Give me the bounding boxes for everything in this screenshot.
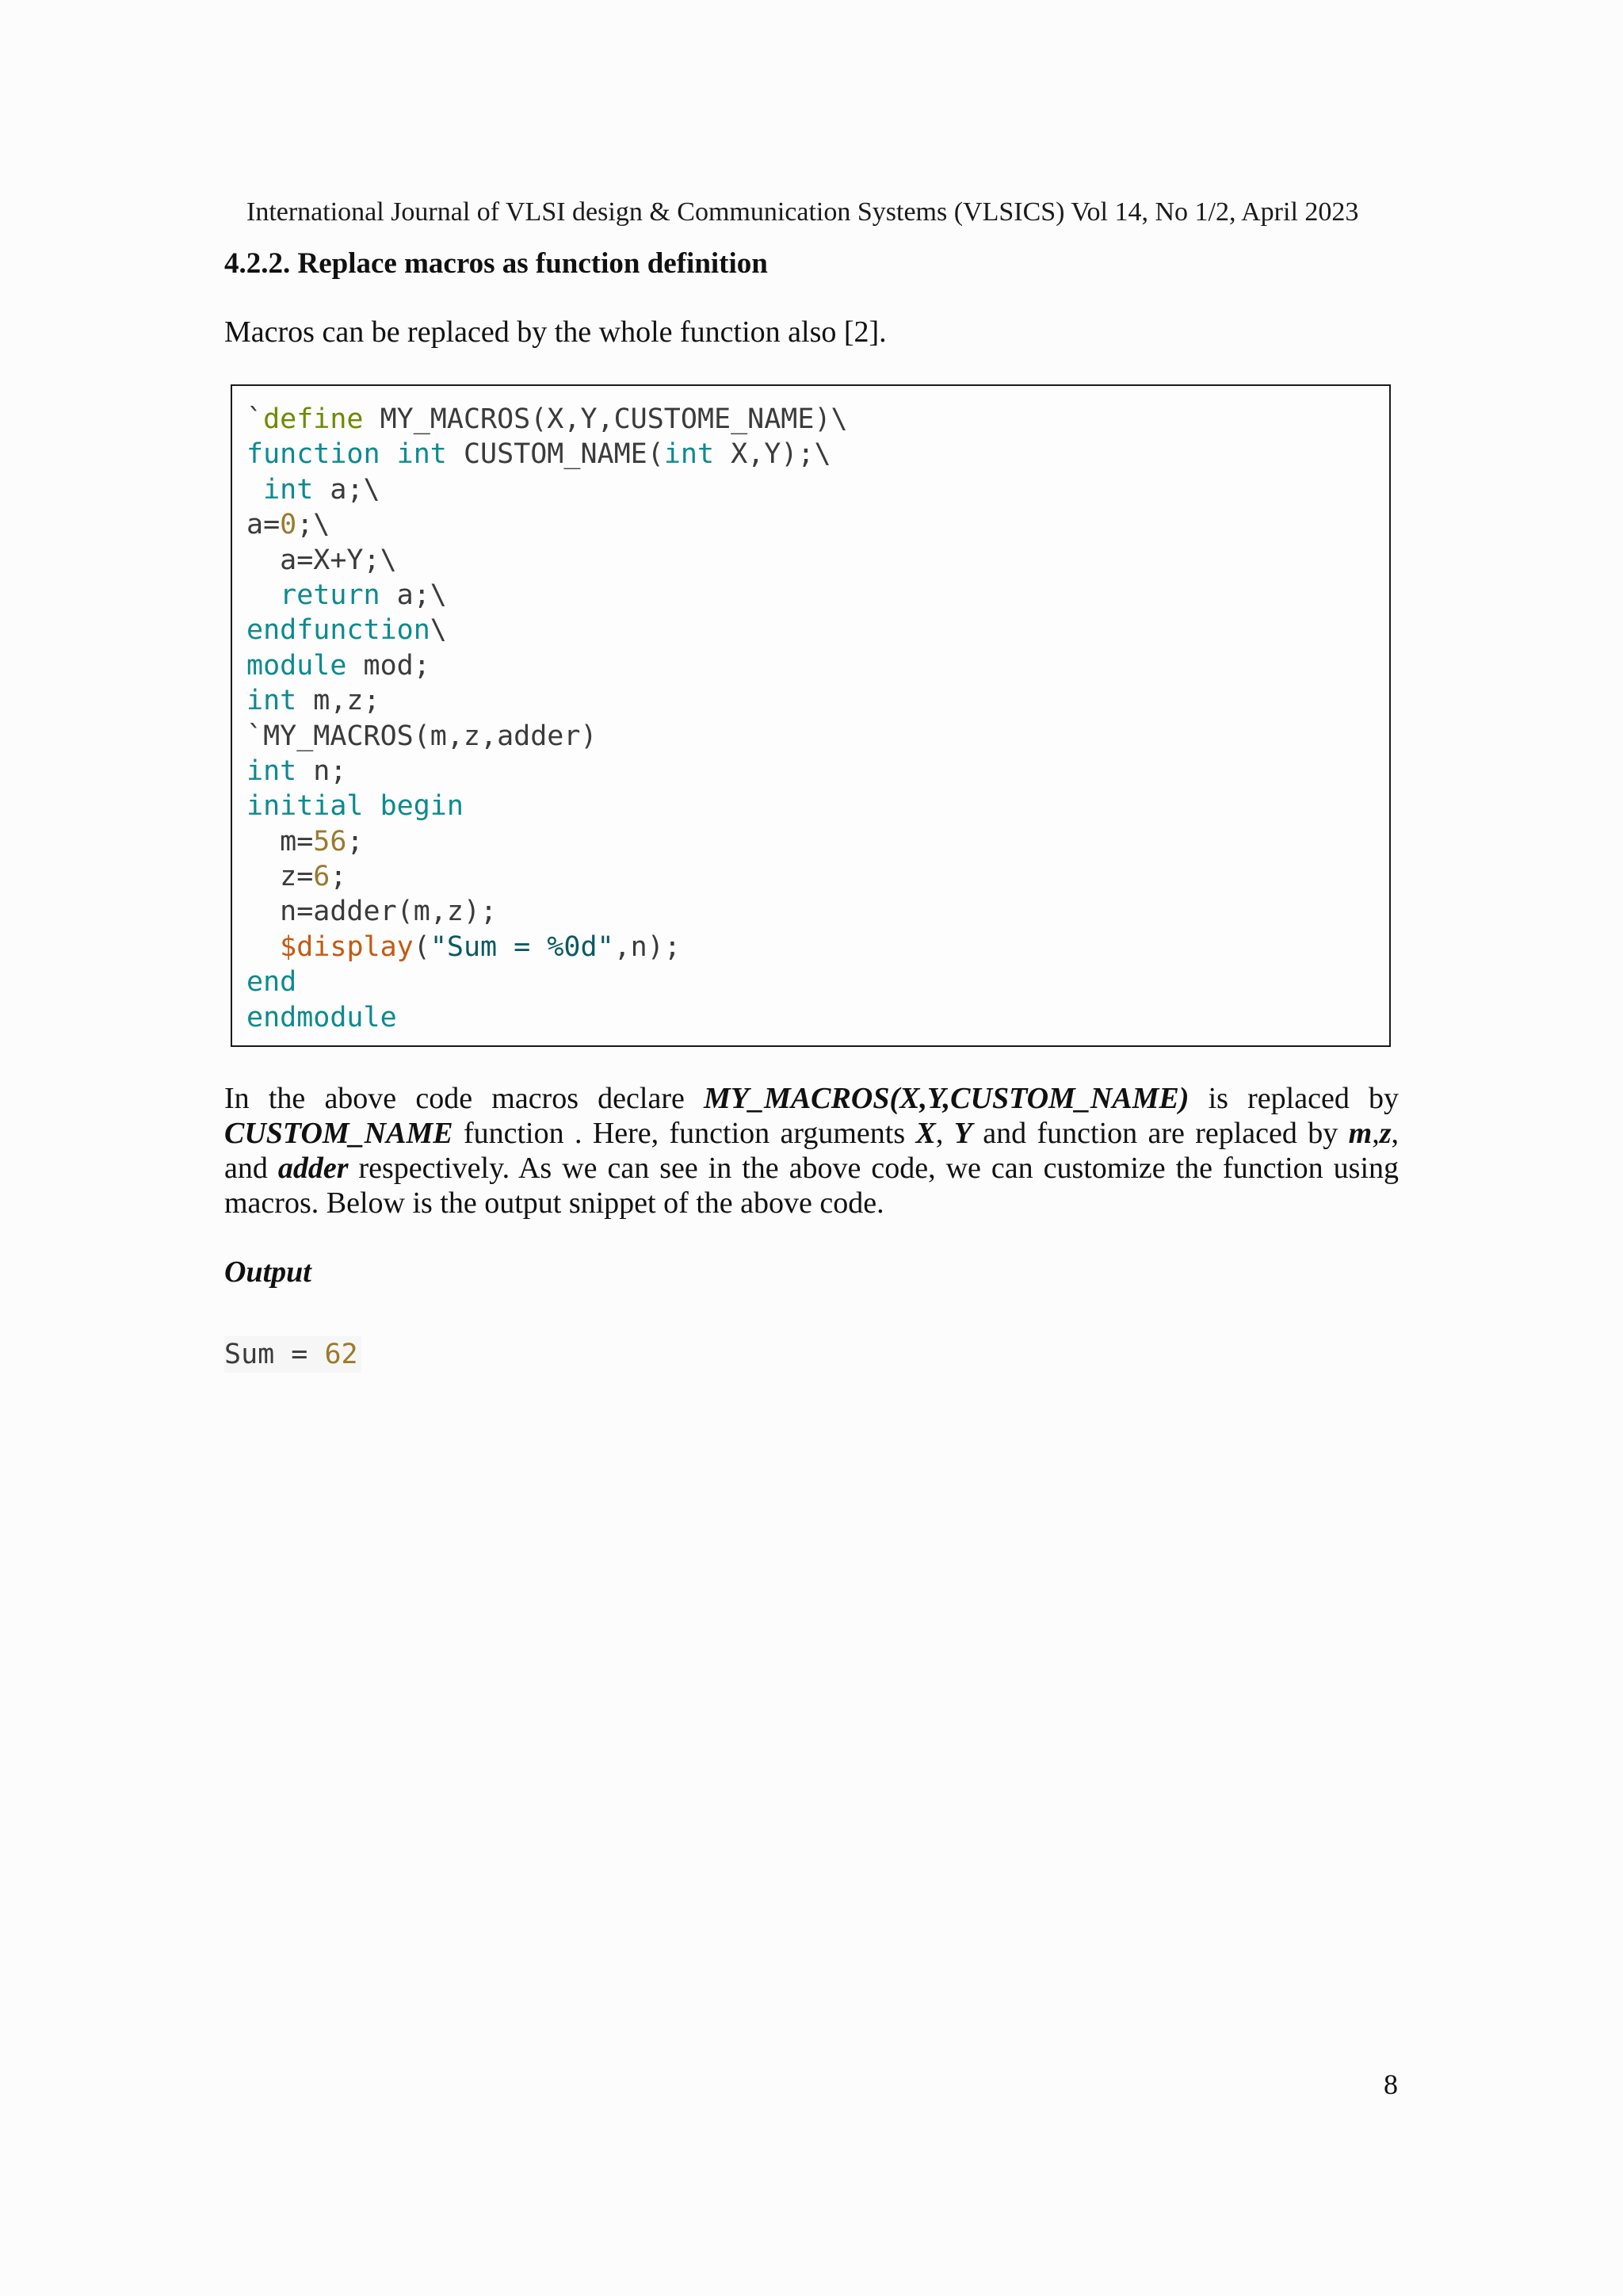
intro-paragraph: Macros can be replaced by the whole function also [2].: [224, 315, 887, 349]
code-token: [246, 579, 280, 611]
code-token: begin: [380, 790, 464, 823]
code-token: return: [280, 579, 380, 611]
code-token: int: [663, 438, 715, 471]
code-token: "Sum = %0d": [430, 930, 614, 963]
code-line: [246, 754, 1389, 789]
code-token: function: [246, 438, 380, 471]
output-snippet: [224, 1336, 361, 1373]
code-token: \: [430, 614, 447, 647]
argument-y-emphasis: Y: [953, 1117, 972, 1150]
paragraph-text: respectively. As we can see in the above code, we can customize the function using macros. Below is the output snippet of the above code.: [224, 1152, 1399, 1220]
code-line: [246, 859, 1389, 894]
paragraph-text: , and: [224, 1117, 1399, 1185]
section-heading: 4.2.2. Replace macros as function definition: [224, 247, 768, 280]
output-value: 62: [324, 1339, 358, 1370]
code-token: int: [246, 755, 297, 787]
code-token: endfunction: [246, 614, 430, 647]
output-prefix: Sum =: [224, 1339, 325, 1370]
code-line: [246, 613, 1389, 648]
code-line: [246, 507, 1389, 542]
code-line: [246, 402, 1389, 437]
code-token: a;\: [313, 473, 380, 506]
macro-name-emphasis: MY_MACROS(X,Y,CUSTOM_NAME): [704, 1082, 1190, 1115]
code-token: int: [263, 473, 314, 506]
code-line: [246, 965, 1389, 999]
function-name-emphasis: CUSTOM_NAME: [224, 1117, 453, 1150]
code-token: (: [413, 930, 430, 963]
code-token: 6: [313, 861, 330, 893]
paragraph-text: function . Here, function arguments: [453, 1117, 916, 1150]
code-line: [246, 824, 1389, 859]
code-token: [246, 931, 280, 963]
code-token: m=: [246, 825, 314, 858]
code-token: module: [246, 649, 347, 682]
code-token: 56: [313, 825, 347, 858]
page-number: 8: [1384, 2069, 1398, 2100]
code-token: `MY_MACROS(m,z,adder): [246, 720, 598, 752]
code-token: a;\: [380, 579, 447, 611]
code-line: [246, 648, 1389, 683]
code-token: z=: [246, 861, 314, 893]
code-token: a=X+Y;\: [246, 544, 397, 576]
paragraph-text: ,: [1372, 1117, 1380, 1150]
paragraph-text: and function are replaced by: [972, 1117, 1349, 1150]
code-token: [246, 474, 263, 506]
code-token: CUSTOM_NAME(: [446, 438, 664, 471]
code-token: initial: [246, 790, 364, 823]
output-label: Output: [224, 1255, 311, 1289]
code-line: [246, 472, 1389, 507]
code-token: MY_MACROS(X,Y,CUSTOME_NAME)\: [363, 403, 848, 435]
argument-m-emphasis: m: [1348, 1117, 1373, 1150]
explanation-paragraph: [224, 1081, 1399, 1221]
paragraph-text: In the above code macros declare: [224, 1082, 705, 1115]
code-token: int: [246, 685, 297, 717]
code-line: [246, 578, 1389, 613]
code-token: mod;: [346, 649, 430, 682]
paragraph-text: is replaced by: [1189, 1082, 1400, 1115]
code-listing-box: [231, 384, 1391, 1047]
code-token: ,n);: [613, 930, 681, 963]
code-line: [246, 543, 1389, 578]
code-token: [380, 438, 397, 470]
code-token: [364, 790, 380, 822]
argument-z-emphasis: z: [1379, 1117, 1392, 1150]
code-token: X,Y);\: [714, 438, 831, 471]
code-listing: [246, 402, 1389, 1035]
code-token: a=: [246, 509, 281, 541]
adder-emphasis: adder: [277, 1152, 349, 1185]
paragraph-text: ,: [935, 1117, 954, 1150]
code-line: [246, 930, 1389, 965]
code-line: [246, 437, 1389, 472]
code-token: 0: [280, 509, 297, 541]
code-line: [246, 1000, 1389, 1035]
code-token: ;\: [296, 509, 330, 541]
journal-running-header: International Journal of VLSI design & Communication Systems (VLSICS) Vol 14, No 1/2, April 2023: [246, 197, 1359, 227]
code-token: endmodule: [246, 1001, 397, 1033]
code-token: m,z;: [296, 685, 380, 717]
code-token: n;: [296, 755, 347, 787]
code-line: [246, 719, 1389, 754]
code-token: int: [396, 438, 447, 471]
code-token: end: [246, 966, 297, 999]
code-token: n=adder(m,z);: [246, 896, 498, 928]
code-token: $display: [280, 930, 414, 963]
code-line: [246, 894, 1389, 929]
code-token: define: [263, 403, 364, 435]
code-token: ;: [330, 861, 347, 893]
code-line: [246, 789, 1389, 823]
code-token: ;: [346, 825, 364, 858]
code-token: `: [246, 403, 264, 435]
code-line: [246, 683, 1389, 718]
argument-x-emphasis: X: [915, 1117, 936, 1150]
